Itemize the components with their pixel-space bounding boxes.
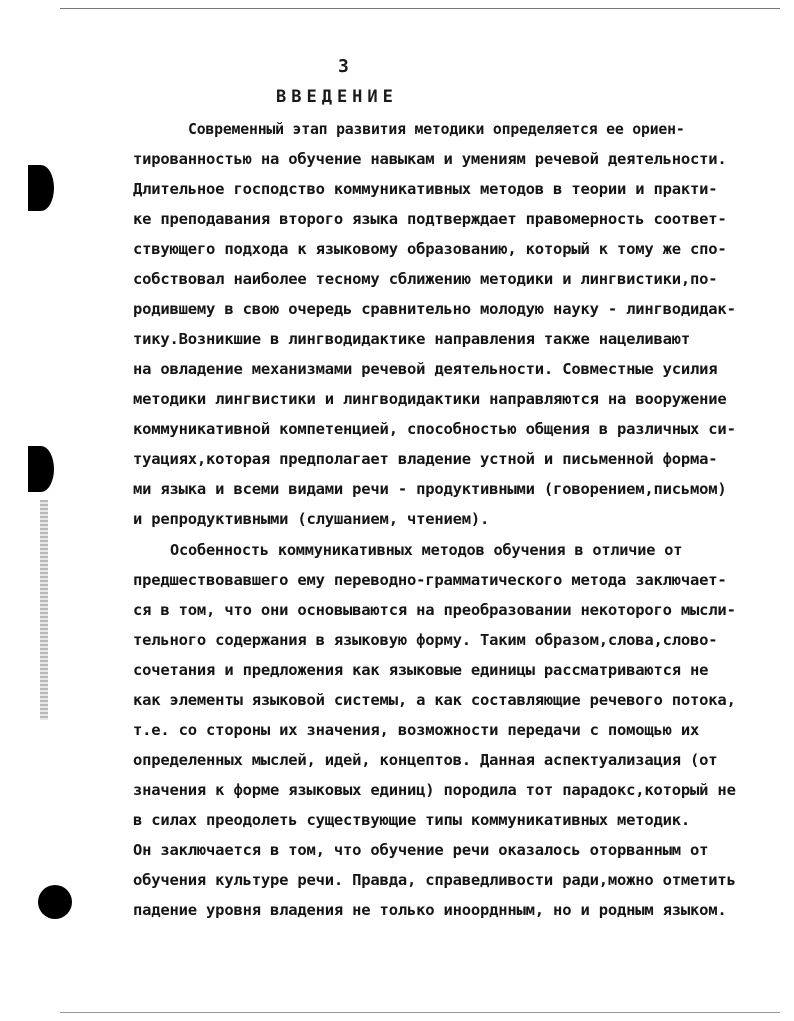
scan-streak bbox=[40, 500, 48, 720]
text-line: ке преподавания второго языка подтверждает правомерность соответ- bbox=[133, 210, 727, 228]
page-number: 3 bbox=[338, 56, 349, 77]
text-line: т.е. со стороны их значения, возможности передачи с помощью их bbox=[133, 721, 700, 739]
text-line: в силах преодолеть существующие типы коммуникативных методик. bbox=[133, 811, 691, 829]
page-heading: ВВЕДЕНИЕ bbox=[276, 87, 398, 107]
text-line: Он заключается в том, что обучение речи оказалось оторванным от bbox=[133, 841, 709, 859]
text-line: методики лингвистики и лингводидактики направляются на вооружение bbox=[133, 390, 727, 408]
text-line: ся в том, что они основываются на преобразовании некоторого мысли- bbox=[133, 601, 736, 619]
text-line: тированностью на обучение навыкам и умениям речевой деятельности. bbox=[133, 150, 727, 168]
binder-hole-top bbox=[28, 165, 54, 211]
text-line: определенных мыслей, идей, концептов. Данная аспектуализация (от bbox=[133, 751, 718, 769]
text-line: падение уровня владения не только иноорднным, но и родным языком. bbox=[133, 901, 727, 919]
text-line: значения к форме языковых единиц) породила тот парадокс,который не bbox=[133, 781, 736, 799]
text-line: как элементы языковой системы, а как составляющие речевого потока, bbox=[133, 691, 736, 709]
text-line: Длительное господство коммуникативных методов в теории и практи- bbox=[133, 180, 718, 198]
text-line: сочетания и предложения как языковые единицы рассматриваются не bbox=[133, 661, 709, 679]
text-line: туациях,которая предполагает владение устной и письменной форма- bbox=[133, 450, 718, 468]
text-line: Современный этап развития методики определяется ее ориен- bbox=[188, 120, 685, 138]
text-line: Особенность коммуникативных методов обучения в отличие от bbox=[170, 541, 683, 559]
text-line: ми языка и всеми видами речи - продуктивными (говорением,письмом) bbox=[133, 480, 727, 498]
text-line: тику.Возникшие в лингводидактике направления также нацеливают bbox=[133, 330, 691, 348]
text-line: на овладение механизмами речевой деятельности. Совместные усилия bbox=[133, 360, 718, 378]
text-line: тельного содержания в языковую форму. Таким образом,слова,слово- bbox=[133, 631, 718, 649]
text-line: предшествовавшего ему переводно-грамматического метода заключает- bbox=[133, 571, 727, 589]
page-border-bottom bbox=[60, 1012, 780, 1013]
page-border-top bbox=[60, 8, 780, 9]
text-line: ствующего подхода к языковому образованию, который к тому же спо- bbox=[133, 240, 727, 258]
binder-hole-bottom bbox=[38, 885, 72, 919]
text-line: родившему в свою очередь сравнительно молодую науку - лингводидак- bbox=[133, 300, 736, 318]
text-line: коммуникативной компетенцией, способностью общения в различных си- bbox=[133, 420, 736, 438]
text-line: обучения культуре речи. Правда, справедливости ради,можно отметить bbox=[133, 871, 736, 889]
text-line: и репродуктивными (слушанием, чтением). bbox=[133, 510, 490, 528]
binder-hole-middle bbox=[28, 446, 54, 492]
text-line: собствовал наиболее тесному сближению методики и лингвистики,по- bbox=[133, 270, 718, 288]
